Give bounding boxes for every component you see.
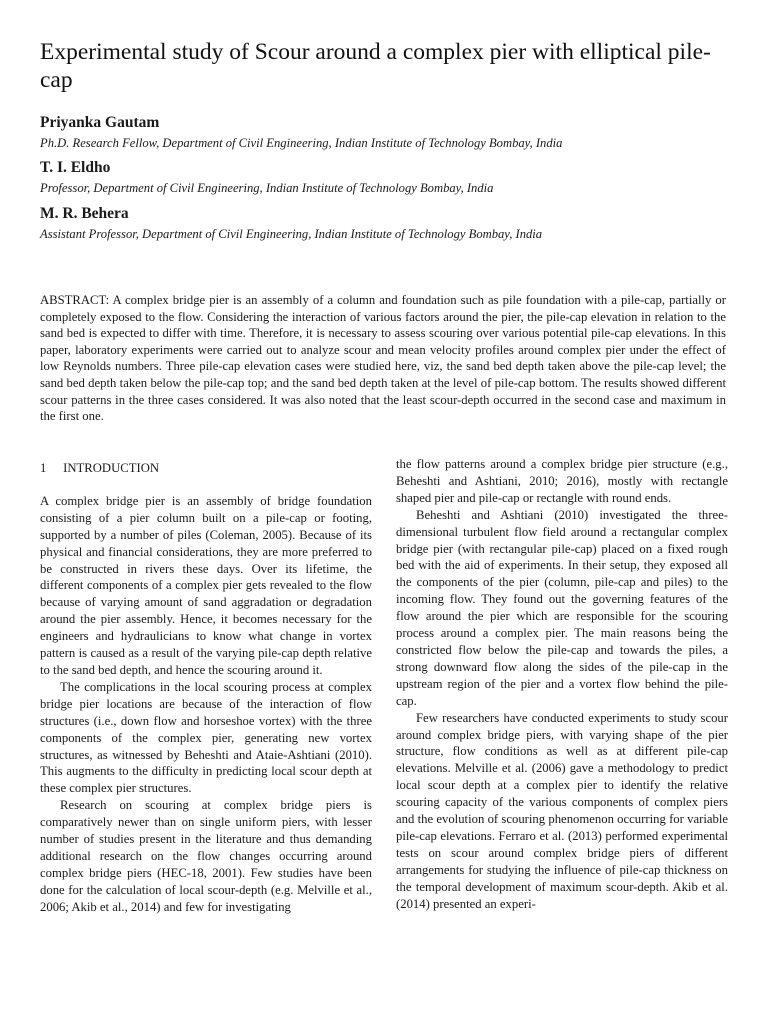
author-name: T. I. Eldho <box>40 159 111 176</box>
section-title: INTRODUCTION <box>63 461 160 475</box>
section-heading <box>40 460 372 477</box>
author-name: Priyanka Gautam <box>40 114 160 131</box>
right-column <box>396 456 728 912</box>
body-paragraph: The complications in the local scouring process at complex bridge pier locations are because of the interaction of flow structures (i.e., down flow and horseshoe vortex) with the three components of the complex pier, generating new vortex structures, as witnessed by Beheshti and Ataie-Ashtiani (2010). This augments to the difficulty in predicting local scour depth at these complex pier structures. <box>40 679 372 796</box>
abstract: ABSTRACT: A complex bridge pier is an assembly of a column and foundation such as pile foundation with a pile-cap, partially or completely exposed to the flow. Considering the interaction of various factors around the pier, the pile-cap elevation in relation to the sand bed is expected to differ with time. Therefore, it is necessary to assess scouring over various potential pile-cap elevations. In this paper, laboratory experiments were carried out to analyze scour and mean velocity profiles around complex pier under the effect of low Reynolds numbers. Three pile-cap elevation cases were studied here, viz, the sand bed depth taken above the pile-cap level; the sand bed depth taken below the pile-cap top; and the sand bed depth taken at the level of pile-cap bottom. The results showed different scour patterns in the three cases considered. It was also noted that the least scour-depth occurred in the second case and maximum in the first one. <box>40 293 726 424</box>
body-paragraph: A complex bridge pier is an assembly of bridge foundation consisting of a pier column built on a pile-cap or footing, supported by a number of piles (Coleman, 2005). Because of its physical and financial considerations, they are more preferred to be constructed in rivers these days. Over its lifetime, the different components of a complex pier gets revealed to the flow because of varying amount of sand aggradation or degradation around the pier assembly. Hence, it becomes necessary for the engineers and hydraulicians to know what change in vortex pattern is caused as a result of the varying pile-cap depth relative to the sand bed depth, and hence the scouring around it. <box>40 493 372 677</box>
left-column <box>40 456 372 916</box>
paper-title: Experimental study of Scour around a complex pier with elliptical pile-cap <box>40 39 711 93</box>
author-name: M. R. Behera <box>40 205 129 222</box>
author-affiliation: Professor, Department of Civil Engineering, Indian Institute of Technology Bombay, India <box>40 181 494 195</box>
body-paragraph: Beheshti and Ashtiani (2010) investigated the three-dimensional turbulent flow field around a rectangular complex bridge pier (with rectangular pile-cap) placed on a fixed rough bed with the aid of experiments. In their setup, they exposed all the components of the pier (column, pile-cap and piles) to the incoming flow. They found out the governing features of the flow around the pier which are responsible for the scouring process around a complex pier. The main reasons being the constricted flow below the pile-cap and towards the piles, a strong downward flow along the sides of the pile-cap in the upstream region of the pier and a vortex flow behind the pile-cap. <box>396 507 728 708</box>
body-paragraph: the flow patterns around a complex bridge pier structure (e.g., Beheshti and Ashtiani, 2010; 2016), mostly with rectangle shaped pier and pile-cap or rectangle with round ends. <box>396 457 728 505</box>
body-paragraph: Few researchers have conducted experiments to study scour around complex bridge piers, with varying shape of the pier structure, flow conditions as well as at different pile-cap elevations. Melville et al. (2006) gave a methodology to predict local scour depth at a complex pier to identify the relative scouring capacity of the various components of complex piers and the evolution of scouring phenomenon occurring for variable pile-cap elevations. Ferraro et al. (2013) performed experimental tests on scour around complex bridge piers of different arrangements for studying the influence of pile-cap thickness on the temporal development of maximum scour-depth. Akib et al. (2014) presented an experi- <box>396 710 728 911</box>
body-paragraph: Research on scouring at complex bridge piers is comparatively newer than on single uniform piers, with lesser number of studies present in the literature and thus demanding additional research on the flow changes occurring around complex bridge piers (HEC-18, 2001). Few studies have been done for the calculation of local scour-depth (e.g. Melville et al., 2006; Akib et al., 2014) and few for investigating <box>40 798 372 914</box>
section-number: 1 <box>40 461 47 475</box>
author-affiliation: Assistant Professor, Department of Civil Engineering, Indian Institute of Technology Bombay, India <box>40 227 543 241</box>
author-affiliation: Ph.D. Research Fellow, Department of Civil Engineering, Indian Institute of Technology Bombay, India <box>40 136 563 150</box>
